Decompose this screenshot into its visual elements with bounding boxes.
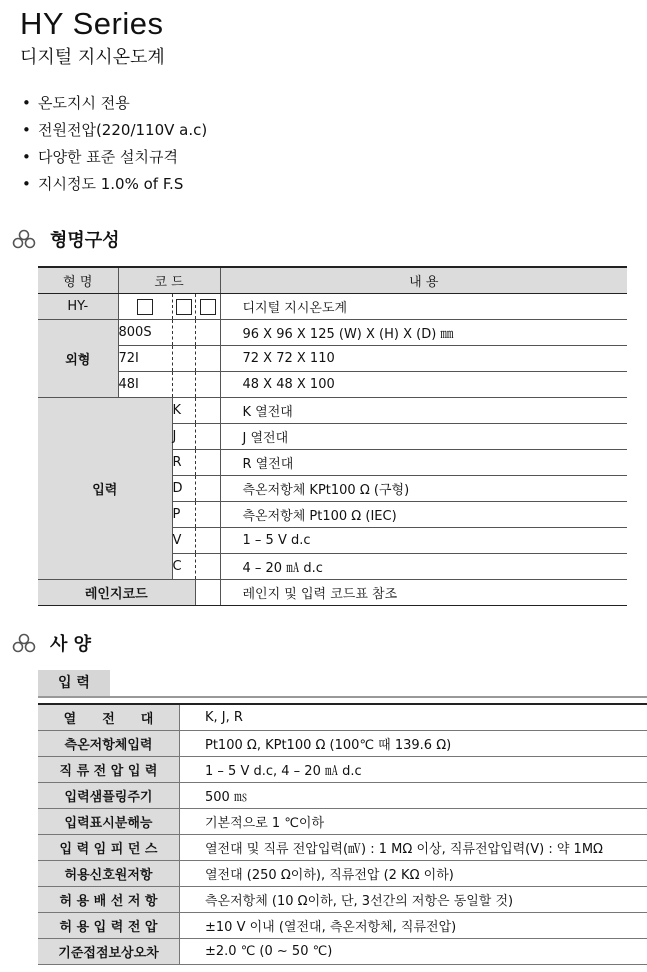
desc-cell: 측온저항체 Pt100 Ω (IEC) <box>220 502 627 528</box>
feature-text: 온도지시 전용 <box>38 94 130 112</box>
spec-value: 500 ㎳ <box>180 783 647 809</box>
code-cell: K <box>172 398 195 424</box>
spec-value: K, J, R <box>180 704 647 731</box>
feature-item <box>22 117 207 144</box>
section-title: 형명구성 <box>50 230 120 251</box>
desc-cell: K 열전대 <box>220 398 627 424</box>
spec-key: 허용신호원저항 <box>38 861 180 887</box>
input-label: 입력 <box>38 398 172 580</box>
bullet-icon: • <box>22 148 31 166</box>
feature-text: 전원전압(220/110V a.c) <box>38 121 208 139</box>
feature-item <box>22 171 207 198</box>
desc-cell: 96 X 96 X 125 (W) X (H) X (D) ㎜ <box>220 320 627 346</box>
feature-text: 다양한 표준 설치규격 <box>38 148 178 166</box>
range-label: 레인지코드 <box>38 580 195 606</box>
table-row <box>38 731 647 757</box>
spec-key: 허 용 입 력 전 압 <box>38 913 180 939</box>
feature-text: 지시정도 1.0% of F.S <box>38 175 184 193</box>
table-row <box>38 757 647 783</box>
table-row <box>38 835 647 861</box>
spec-value: 열전대 (250 Ω이하), 직류전압 (2 KΩ 이하) <box>180 861 647 887</box>
square-icon <box>200 299 216 315</box>
feature-item <box>22 90 207 117</box>
bullet-icon: • <box>22 121 31 139</box>
table-row <box>38 372 627 398</box>
table-row <box>38 783 647 809</box>
desc-cell: 4 – 20 ㎃ d.c <box>220 554 627 580</box>
code-cell: D <box>172 476 195 502</box>
model-table <box>38 266 627 606</box>
spec-value: ±2.0 ℃ (0 ~ 50 ℃) <box>180 939 647 965</box>
code-cell: 800S <box>118 320 172 346</box>
table-row <box>38 809 647 835</box>
divider <box>38 696 647 698</box>
bullet-icon: • <box>22 94 31 112</box>
table-row <box>38 398 627 424</box>
page-subtitle: 디지털 지시온도계 <box>20 47 165 68</box>
spec-key: 기준접점보상오차 <box>38 939 180 965</box>
circles-icon <box>12 229 36 249</box>
tab-input: 입 력 <box>38 670 110 696</box>
spec-value: 열전대 및 직류 전압입력(㎷) : 1 MΩ 이상, 직류전압입력(V) : 약 1MΩ <box>180 835 647 861</box>
spec-key: 허 용 배 선 저 항 <box>38 887 180 913</box>
circles-icon <box>12 633 36 653</box>
spec-value: 기본적으로 1 ℃이하 <box>180 809 647 835</box>
table-row <box>38 294 627 320</box>
table-row <box>38 887 647 913</box>
table-row <box>38 580 627 606</box>
spec-value: ±10 V 이내 (열전대, 측온저항체, 직류전압) <box>180 913 647 939</box>
spec-value: Pt100 Ω, KPt100 Ω (100℃ 때 139.6 Ω) <box>180 731 647 757</box>
page-title: HY Series <box>20 6 164 41</box>
shape-label: 외형 <box>38 320 118 398</box>
spec-value: 1 – 5 V d.c, 4 – 20 ㎃ d.c <box>180 757 647 783</box>
desc-cell: 48 X 48 X 100 <box>220 372 627 398</box>
section-heading-spec <box>12 630 91 656</box>
table-header-row <box>38 267 627 294</box>
model-desc: 디지털 지시온도계 <box>220 294 627 320</box>
section-title: 사 양 <box>50 634 92 655</box>
code-slot <box>118 294 172 320</box>
table-row <box>38 320 627 346</box>
desc-cell: 측온저항체 KPt100 Ω (구형) <box>220 476 627 502</box>
spec-key: 입력샘플링주기 <box>38 783 180 809</box>
range-desc: 레인지 및 입력 코드표 참조 <box>220 580 627 606</box>
desc-cell: 72 X 72 X 110 <box>220 346 627 372</box>
spec-key: 입력표시분해능 <box>38 809 180 835</box>
code-cell: C <box>172 554 195 580</box>
header-content: 내 용 <box>220 267 627 294</box>
spec-key: 측온저항체입력 <box>38 731 180 757</box>
table-row <box>38 346 627 372</box>
spec-key: 직 류 전 압 입 력 <box>38 757 180 783</box>
table-row <box>38 861 647 887</box>
model-prefix: HY- <box>38 294 118 320</box>
table-row <box>38 704 647 731</box>
code-slot <box>195 294 220 320</box>
spec-key: 입 력 임 피 던 스 <box>38 835 180 861</box>
square-icon <box>137 299 153 315</box>
section-heading-model <box>12 226 120 252</box>
header-name: 형 명 <box>38 267 118 294</box>
table-row <box>38 913 647 939</box>
code-cell: V <box>172 528 195 554</box>
code-cell: P <box>172 502 195 528</box>
code-cell: 72I <box>118 346 172 372</box>
table-row <box>38 939 647 965</box>
code-cell: 48I <box>118 372 172 398</box>
spec-table <box>38 703 647 965</box>
desc-cell: 1 – 5 V d.c <box>220 528 627 554</box>
header-code: 코 드 <box>118 267 220 294</box>
feature-item <box>22 144 207 171</box>
square-icon <box>176 299 192 315</box>
code-cell: R <box>172 450 195 476</box>
bullet-icon: • <box>22 175 31 193</box>
feature-list <box>22 90 207 198</box>
desc-cell: R 열전대 <box>220 450 627 476</box>
spec-key: 열 전 대 <box>38 704 180 731</box>
desc-cell: J 열전대 <box>220 424 627 450</box>
code-cell: J <box>172 424 195 450</box>
spec-value: 측온저항체 (10 Ω이하, 단, 3선간의 저항은 동일할 것) <box>180 887 647 913</box>
code-slot <box>172 294 195 320</box>
